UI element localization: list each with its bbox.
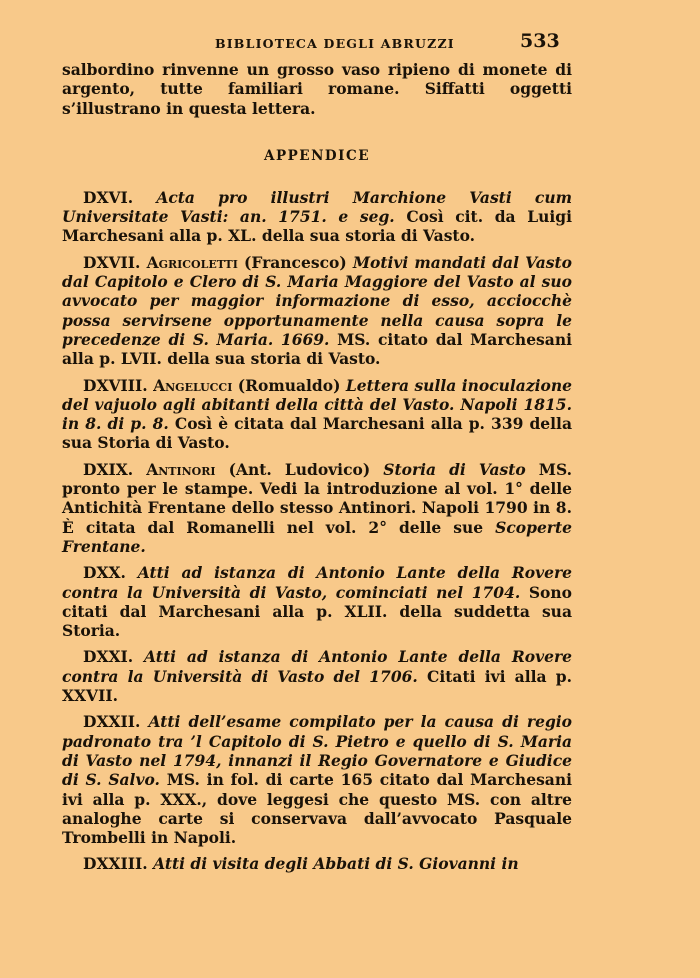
entry-title: Atti di visita degli Abbati di S. Giovanni in: [153, 854, 519, 874]
entry-text: MS. in fol. di carte 165 citato dal Marchesani ivi alla p. XXX., dove leggesi che questo MS. con altre analoghe carte si conservava dall’avvocato Pasquale Trombelli in Napoli.: [62, 770, 572, 848]
page-body: [62, 60, 572, 881]
entry-dxix: [62, 460, 572, 556]
entry-author: Agricoletti: [146, 252, 238, 272]
entry-author: Angelucci: [153, 375, 233, 395]
entry-dxvii: [62, 253, 572, 369]
entry-number: DXXII.: [83, 712, 141, 732]
entry-number: DXVII.: [83, 252, 141, 272]
entry-number: DXX.: [83, 563, 126, 583]
entry-text: Così cit. da Luigi Marchesani alla p. XL. della sua storia di Vasto.: [62, 207, 572, 246]
intro-paragraph: salbordino rinvenne un grosso vaso ripieno di monete di argento, tutte familiari romane. Siffatti oggetti s’illustrano in questa lettera.: [62, 60, 572, 118]
running-title: BIBLIOTECA DEGLI ABRUZZI: [215, 36, 455, 51]
entry-title: Atti ad istanza di Antonio Lante della Rovere contra la Università di Vasto, cominciati nel 1704.: [62, 563, 572, 602]
entry-author-first: (Ant. Ludovico): [215, 459, 384, 479]
entry-title: Lettera sulla inoculazione del vajuolo agli abitanti della città del Vasto. Napoli 1815. in 8. di p. 8.: [62, 375, 572, 434]
entry-text: MS. citato dal Marchesani alla p. LVII. della sua storia di Vasto.: [62, 329, 572, 369]
entry-dxvi: [62, 188, 572, 246]
entry-author-first: (Francesco): [237, 252, 353, 272]
appendix-heading: APPENDICE: [264, 147, 370, 164]
entry-title: Acta pro illustri Marchione Vasti cum Universitate Vasti: an. 1751. e seg.: [62, 187, 572, 227]
entry-dxviii: [62, 376, 572, 453]
entry-author-first: (Romualdo): [232, 375, 346, 395]
entry-dxx: [62, 563, 572, 640]
entry-text: Così è citata dal Marchesani alla p. 339 della sua Storia di Vasto.: [62, 414, 572, 453]
entry-dxxi: [62, 647, 572, 705]
entry-number: DXIX.: [83, 459, 134, 479]
entry-text: Citati ivi alla p. XXVII.: [62, 666, 572, 706]
entry-text: MS. pronto per le stampe. Vedi la introduzione al vol. 1° delle Antichità Frentane dello stesso Antinori. Napoli 1790 in 8. È citata dal Romanelli nel vol. 2° delle sue: [62, 459, 572, 537]
entry-number: DXVIII.: [83, 375, 148, 395]
page-header: [0, 30, 700, 54]
entry-number: DXXIII.: [83, 854, 148, 874]
entry-title-secondary: Scoperte Frentane.: [62, 517, 572, 556]
entry-author: Antinori: [146, 459, 216, 479]
entry-dxxiii: [62, 854, 572, 873]
entry-number: DXXI.: [83, 647, 134, 667]
entry-title: Atti ad istanza di Antonio Lante della Rovere contra la Università di Vasto del 1706.: [62, 647, 572, 686]
entry-title: Motivi mandati dal Vasto dal Capitolo e Clero di S. Maria Maggiore del Vasto al suo avvocato per maggior informazione di esso, acciocchè possa servirsene opportunamente nella causa sopra le precedenze di S. Maria. 1669.: [62, 252, 572, 349]
entry-number: DXVI.: [83, 187, 134, 207]
entry-title: Storia di Vasto: [383, 459, 526, 479]
entry-text: Sono citati dal Marchesani alla p. XLII. della suddetta sua Storia.: [62, 582, 572, 641]
page-number: 533: [520, 30, 560, 52]
entry-dxxii: [62, 712, 572, 847]
entry-title: Atti dell’esame compilato per la causa di regio padronato tra ’l Capitolo di S. Pietro e quello di S. Maria di Vasto nel 1794, innanzi il Regio Governatore e Giudice di S. Salvo.: [62, 712, 573, 790]
